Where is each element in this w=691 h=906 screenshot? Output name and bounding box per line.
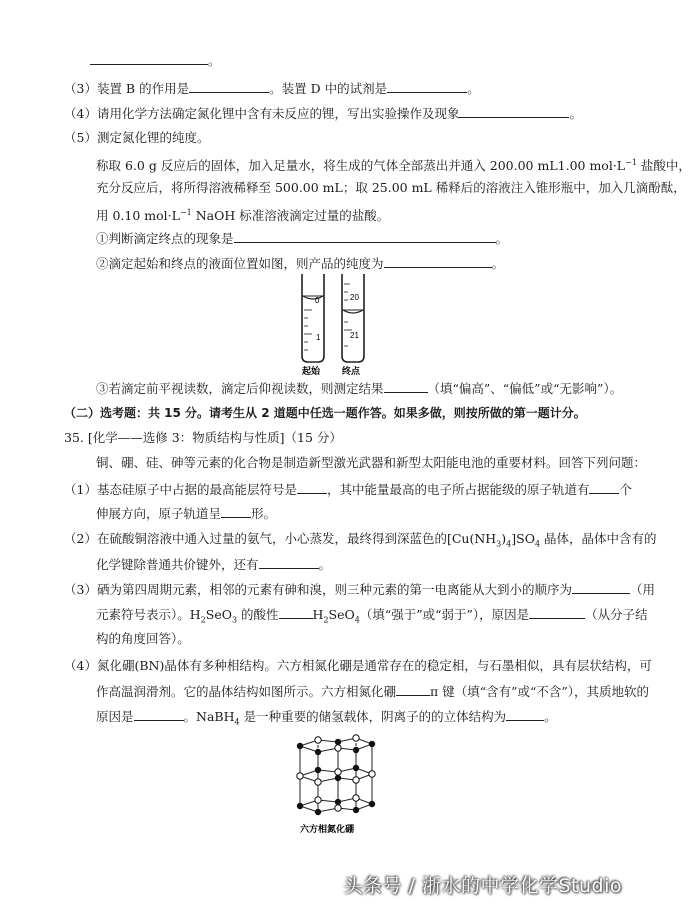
text: 化学键除普通共价键外，还有 — [96, 557, 259, 572]
question-3 — [64, 80, 480, 97]
blank — [259, 556, 319, 569]
intro — [96, 455, 646, 471]
text: ) — [501, 531, 507, 546]
burette-figure — [292, 270, 382, 378]
watermark: 头条号 / 浙水的中学化学Studio — [343, 875, 622, 897]
subscript: 2 — [323, 615, 329, 625]
text: π 键（填“含有”或“不含”），其质地软的 — [430, 684, 650, 699]
subscript: 2 — [200, 615, 206, 625]
burette-label-0: 0 — [315, 296, 320, 305]
text: （1）基态硅原子中占据的最高能层符号是 — [64, 482, 297, 497]
sub-question-3 — [96, 380, 622, 397]
text: （二）选考题：共 15 分。请考生从 2 道题中任选一题作答。如果多做，则按所做的第一题计分。 — [64, 406, 586, 420]
subscript: 3 — [496, 539, 502, 549]
part-4-line-2 — [96, 683, 649, 700]
text: 用 0.10 mol·L — [96, 208, 180, 224]
text: （填“偏高”、“偏低”或“无影响”）。 — [427, 381, 623, 396]
blank — [506, 708, 544, 721]
burette-label-21: 21 — [350, 331, 359, 340]
part-4-line-3 — [96, 708, 557, 731]
caption-start: 起始 — [302, 366, 321, 376]
superscript: −1 — [179, 208, 192, 217]
text: 称取 6.0 g 反应后的固体，加入足量水，将生成的气体全部蒸出并通入 200.00 mL1.00 mol·L — [96, 158, 626, 174]
text: ③若滴定前平视读数，滴定后仰视读数，则测定结果 — [96, 381, 384, 396]
text: 的酸性 — [237, 607, 279, 622]
text: 个 — [619, 482, 632, 497]
text: 原因是 — [96, 709, 134, 724]
blank — [589, 481, 619, 494]
paragraph-line-3 — [96, 205, 389, 224]
text: 。 — [208, 53, 221, 68]
part-1-line-2 — [96, 505, 276, 522]
text: 。 — [467, 81, 480, 96]
text: （4）请用化学方法确定氮化锂中含有未反应的锂，写出实验操作及现象 — [64, 106, 460, 121]
answer-line-top — [90, 52, 221, 69]
text: 。NaBH — [183, 709, 235, 724]
text: （从分子结 — [585, 607, 648, 622]
part-3-line-1 — [64, 581, 655, 598]
text: 晶体，晶体中含有的 — [540, 531, 657, 546]
part-2-line-1 — [64, 531, 657, 553]
text: 形。 — [251, 506, 277, 521]
text: （填“强于”或“弱于”），原因是 — [359, 607, 530, 622]
bn-caption: 六方相氮化硼 — [300, 824, 355, 834]
sub-question-1 — [96, 230, 508, 247]
question-5 — [64, 130, 209, 146]
part-1-line-1 — [64, 481, 632, 498]
text: 。 — [544, 709, 557, 724]
text: ②滴定起始和终点的液面位置如图，则产品的纯度为 — [96, 256, 384, 271]
bn-crystal-figure — [286, 734, 382, 836]
text: 盐酸中， — [636, 158, 691, 174]
blank — [134, 708, 184, 721]
text: SeO — [205, 607, 232, 622]
subscript: 4 — [506, 539, 512, 549]
part-2-line-2 — [96, 556, 331, 573]
text: H — [312, 607, 324, 622]
text: （3）硒为第四周期元素，相邻的元素有砷和溴，则三种元素的第一电离能从大到小的顺序为 — [64, 582, 572, 597]
text: NaOH 标准溶液滴定过量的盐酸。 — [191, 208, 390, 224]
text: 。 — [491, 256, 505, 271]
blank — [279, 606, 313, 619]
text: 铜、硼、硅、砷等元素的化合物是制造新型激光武器和新型太阳能电池的重要材料。回答下列问题： — [96, 455, 647, 470]
question-35-title — [64, 430, 342, 446]
text: 构的角度回答）。 — [96, 631, 190, 646]
text: ①判断滴定终点的现象是 — [96, 231, 234, 246]
burette-label-20: 20 — [350, 293, 359, 302]
paragraph-line-1 — [96, 155, 691, 174]
text: （2）在硫酸铜溶液中通入过量的氨气，小心蒸发，最终得到深蓝色的[Cu(NH — [64, 531, 497, 546]
text: 。装置 D 中的试剂是 — [269, 81, 388, 96]
blank — [384, 255, 492, 268]
subscript: 4 — [234, 717, 240, 727]
section-heading — [64, 405, 586, 421]
text: 作高温润滑剂。它的晶体结构如图所示。六方相氮化硼 — [96, 684, 397, 699]
blank — [396, 683, 430, 696]
part-3-line-2 — [96, 606, 648, 629]
text: ]SO — [511, 531, 535, 546]
burette-start — [302, 274, 324, 362]
part-3-line-3 — [96, 631, 190, 647]
blank — [459, 105, 569, 118]
text: 。 — [318, 557, 332, 572]
text: 是一种重要的储氢载体，阴离子的的立体结构为 — [239, 709, 507, 724]
blank — [384, 380, 428, 393]
part-4-line-1 — [64, 658, 652, 674]
text: SeO — [328, 607, 355, 622]
question-4 — [64, 105, 582, 122]
text: 元素符号表示）。H — [96, 607, 201, 622]
paragraph-line-2 — [96, 180, 686, 196]
caption-end: 终点 — [342, 366, 361, 376]
blank — [234, 230, 496, 243]
text: 。 — [569, 106, 582, 121]
burette-label-1: 1 — [316, 333, 321, 342]
subscript: 4 — [534, 539, 541, 549]
superscript: −1 — [625, 158, 637, 167]
text: （4）氮化硼(BN)晶体有多种相结构。六方相氮化硼是通常存在的稳定相，与石墨相似，具有层状结构，可 — [64, 658, 652, 673]
blank — [529, 606, 585, 619]
blank — [297, 481, 327, 494]
text: 35. [化学——选修 3：物质结构与性质]（15 分） — [64, 430, 342, 445]
text: 。 — [495, 231, 509, 246]
text: （5）测定氮化锂的纯度。 — [64, 130, 210, 145]
text: 伸展方向，原子轨道呈 — [96, 506, 222, 521]
subscript: 3 — [231, 615, 238, 625]
blank — [189, 80, 269, 93]
text: （3）装置 B 的作用是 — [64, 81, 190, 96]
subscript: 4 — [354, 615, 360, 625]
blank — [387, 80, 467, 93]
blank — [572, 581, 630, 594]
text: （用 — [629, 582, 655, 597]
text: ，其中能量最高的电子所占据能级的原子轨道有 — [326, 482, 590, 497]
text: 充分反应后，将所得溶液稀释至 500.00 mL；取 25.00 mL 稀释后的溶液注入锥形瓶中，加入几滴酚酞， — [96, 180, 686, 195]
blank — [221, 505, 251, 518]
blank — [90, 52, 208, 65]
burette-end — [342, 274, 364, 362]
